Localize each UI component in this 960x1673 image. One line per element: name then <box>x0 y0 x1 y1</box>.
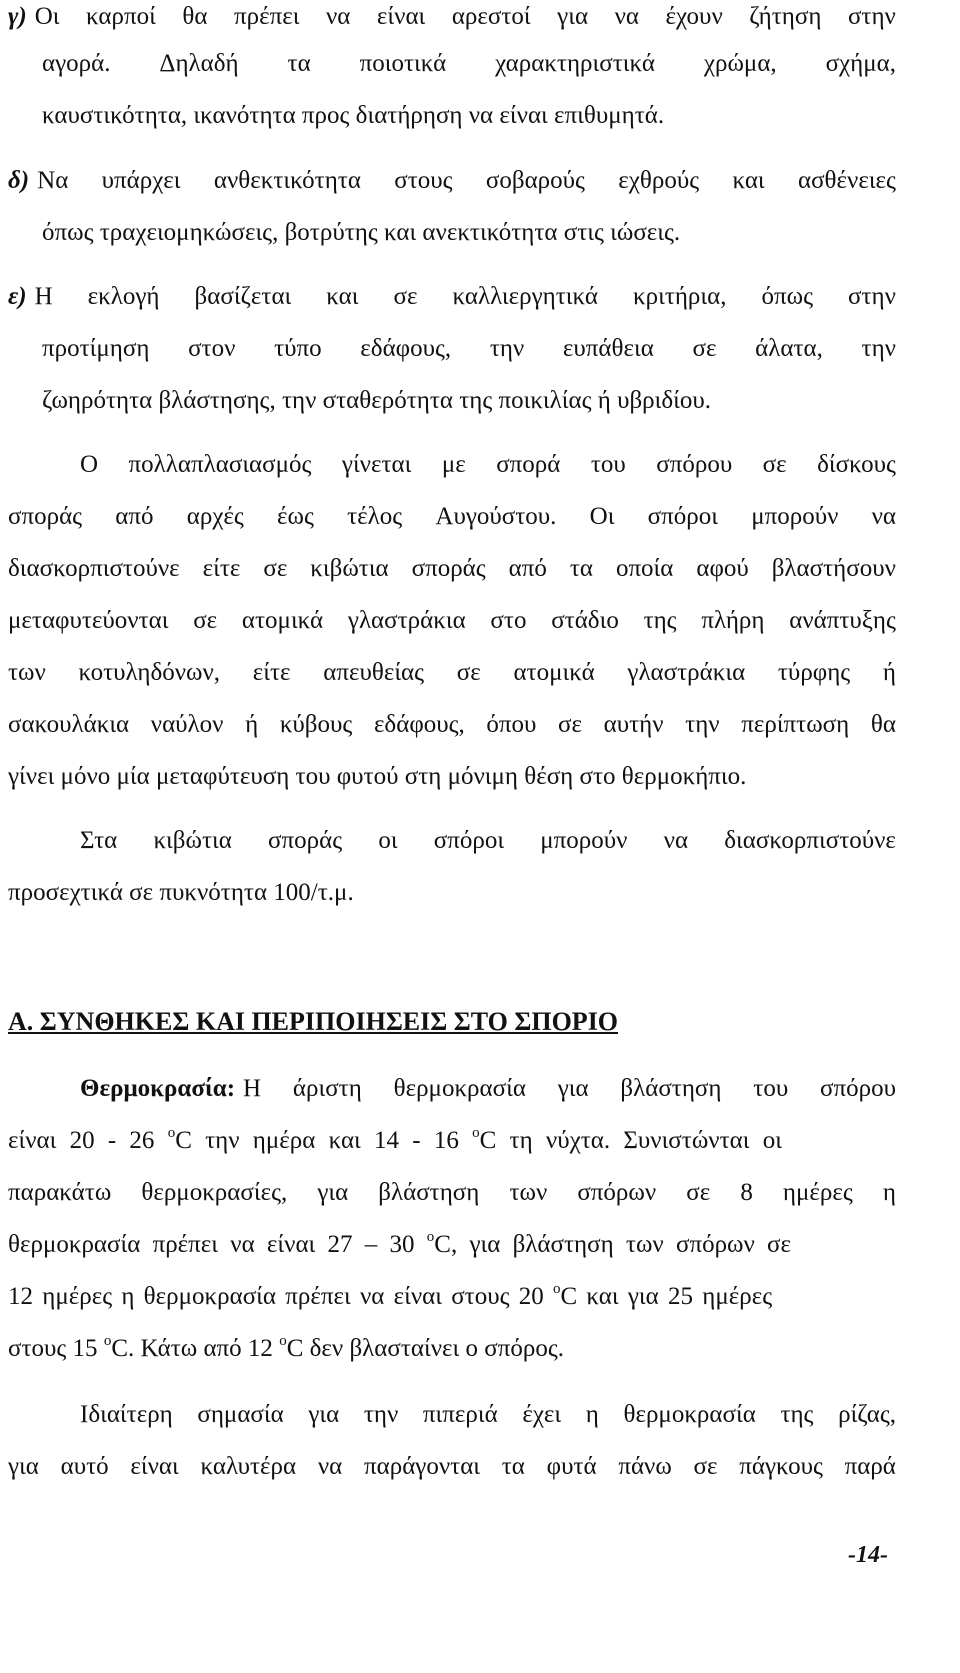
word: η <box>585 1401 599 1428</box>
word: θερμοκρασίες, <box>141 1179 288 1206</box>
word: του <box>590 451 626 478</box>
text-run: C, για βλάστηση των σπόρων σε <box>434 1231 792 1258</box>
word: μπορούν <box>540 827 628 854</box>
word: στην <box>847 3 896 30</box>
word: ζήτηση <box>749 3 822 30</box>
word: στην <box>848 283 896 310</box>
degree-superscript: ο <box>472 1125 480 1141</box>
word: κύβους <box>279 711 353 738</box>
paragraph-gamma-line-2 <box>42 49 896 79</box>
word: γλαστράκια <box>347 607 466 634</box>
word: σπόροι <box>647 503 718 530</box>
word: άριστη <box>292 1075 362 1102</box>
word: χρώμα, <box>703 50 777 77</box>
list-marker-gamma: γ) <box>8 3 27 30</box>
text-run: θερμοκρασία πρέπει να είναι 27 – 30 <box>8 1231 427 1258</box>
word: σε <box>193 607 218 634</box>
word: ασθένειες <box>797 167 896 194</box>
word: ατομικά <box>513 659 595 686</box>
word: σποράς <box>268 827 343 854</box>
paragraph-delta-line-2: όπως τραχειομηκώσεις, βοτρύτης και ανεκτικότητα στις ιώσεις. <box>42 219 681 246</box>
word: της <box>780 1401 814 1428</box>
paragraph-root-line-1 <box>80 1400 896 1430</box>
word: να <box>325 3 351 30</box>
word: αρχές <box>186 503 244 530</box>
word: να <box>614 3 639 30</box>
word: και <box>326 283 359 310</box>
paragraph-epsilon-line-2 <box>42 334 896 364</box>
word: την <box>861 335 896 362</box>
text-run: C. Κάτω από 12 <box>111 1335 280 1362</box>
word: πάνω <box>618 1453 672 1480</box>
word: σοβαρούς <box>485 167 585 194</box>
word: είτε <box>252 659 291 686</box>
word: 8 <box>740 1179 753 1206</box>
text-run: C τη νύχτα. Συνιστώνται οι <box>479 1127 782 1154</box>
word: κιβώτια <box>153 827 232 854</box>
word: βλάστηση <box>378 1179 480 1206</box>
word: πάγκους <box>739 1453 823 1480</box>
list-marker-delta: δ) <box>8 167 30 194</box>
word: είναι <box>130 1453 179 1480</box>
paragraph-boxes-line-1 <box>80 826 896 856</box>
word: Στα <box>80 827 118 854</box>
paragraph-multiplication-line-2 <box>8 502 896 532</box>
word: ή <box>882 659 896 686</box>
word: σε <box>693 1453 718 1480</box>
word: τα <box>287 50 311 77</box>
word: σποράς <box>8 503 83 530</box>
word: σε <box>393 283 418 310</box>
word: απευθείας <box>323 659 425 686</box>
word: είτε <box>202 555 241 582</box>
word: Η <box>34 283 53 310</box>
word: σπόρου <box>656 451 733 478</box>
word: σπόρου <box>820 1075 896 1102</box>
justified-words <box>243 1074 896 1104</box>
word: σε <box>692 335 717 362</box>
word: της <box>643 607 677 634</box>
word: βασίζεται <box>194 283 292 310</box>
word: από <box>115 503 154 530</box>
word: των <box>8 659 46 686</box>
list-marker-epsilon: ε) <box>8 283 27 310</box>
word: Δηλαδή <box>159 50 239 77</box>
word: τέλος <box>347 503 403 530</box>
word: των <box>509 1179 548 1206</box>
word: ποιοτικά <box>359 50 447 77</box>
word: αγορά. <box>42 50 111 77</box>
text-run: C δεν βλασταίνει ο σπόρος. <box>286 1335 564 1362</box>
word: θα <box>870 711 896 738</box>
word: πολλαπλασιασμός <box>128 451 312 478</box>
word: κριτήρια, <box>633 283 727 310</box>
word: έχουν <box>665 3 723 30</box>
word: στο <box>490 607 527 634</box>
word: σπορά <box>496 451 561 478</box>
word: ναύλον <box>150 711 224 738</box>
paragraph-gamma-line-3: καυστικότητα, ικανότητα προς διατήρηση να είναι επιθυμητά. <box>42 102 665 129</box>
word: σε <box>762 451 787 478</box>
word: για <box>8 1453 39 1480</box>
word: να <box>663 827 689 854</box>
word: πλήρη <box>701 607 765 634</box>
word: χαρακτηριστικά <box>495 50 655 77</box>
word: διασκορπιστούνε <box>8 555 180 582</box>
word: τύπο <box>274 335 322 362</box>
word: και <box>732 167 765 194</box>
word: είναι <box>376 3 426 30</box>
word: γίνεται <box>341 451 412 478</box>
word: τα <box>501 1453 525 1480</box>
word: οι <box>378 827 398 854</box>
paragraph-temperature-line-5 <box>8 1282 896 1315</box>
word: προτίμηση <box>42 335 150 362</box>
word: τα <box>569 555 593 582</box>
word: την <box>489 335 525 362</box>
word: έως <box>277 503 314 530</box>
word: την <box>685 711 720 738</box>
degree-superscript: ο <box>553 1281 561 1297</box>
degree-superscript: ο <box>167 1125 176 1141</box>
paragraph-gamma-line-1 <box>8 2 896 32</box>
word: μπορούν <box>751 503 839 530</box>
word: Ο <box>80 451 99 478</box>
paragraph-temperature-line-1 <box>80 1074 896 1104</box>
word: φυτά <box>546 1453 597 1480</box>
paragraph-multiplication-line-1 <box>80 450 896 480</box>
word: Ιδιαίτερη <box>80 1401 173 1428</box>
word: καλλιεργητικά <box>452 283 598 310</box>
word: ημέρες <box>782 1179 853 1206</box>
word: καρποί <box>86 3 156 30</box>
word: θερμοκρασία <box>623 1401 756 1428</box>
word: για <box>557 1075 589 1102</box>
temperature-label: Θερμοκρασία: <box>80 1075 236 1102</box>
paragraph-multiplication-line-5 <box>8 658 896 688</box>
word: παράγονται <box>364 1453 481 1480</box>
word: εκλογή <box>87 283 160 310</box>
section-heading: Α. ΣΥΝΘΗΚΕΣ ΚΑΙ ΠΕΡΙΠΟΙΗΣΕΙΣ ΣΤΟ ΣΠΟΡΙΟ <box>8 1007 619 1036</box>
word: η <box>882 1179 896 1206</box>
word: του <box>753 1075 789 1102</box>
word: ανθεκτικότητα <box>213 167 361 194</box>
paragraph-temperature-line-3 <box>8 1178 896 1208</box>
paragraph-multiplication-line-3 <box>8 554 896 584</box>
degree-superscript: ο <box>426 1229 435 1245</box>
word: ρίζας, <box>838 1401 896 1428</box>
word: ή <box>245 711 259 738</box>
word: υπάρχει <box>101 167 181 194</box>
word: παρά <box>844 1453 896 1480</box>
justified-words <box>35 282 896 312</box>
word: σημασία <box>197 1401 284 1428</box>
word: αυτήν <box>603 711 664 738</box>
word: για <box>317 1179 349 1206</box>
word: διασκορπιστούνε <box>724 827 896 854</box>
word: περίπτωση <box>741 711 850 738</box>
word: ανάπτυξης <box>789 607 896 634</box>
word: σε <box>558 711 583 738</box>
word: τύρφης <box>777 659 851 686</box>
word: σπόρων <box>577 1179 657 1206</box>
word: αφού <box>696 555 749 582</box>
word: κοτυληδόνων, <box>78 659 221 686</box>
word: με <box>441 451 466 478</box>
word: από <box>508 555 547 582</box>
word: να <box>317 1453 343 1480</box>
word: Αυγούστου. <box>435 503 557 530</box>
justified-words <box>35 2 896 32</box>
paragraph-delta-line-1 <box>8 166 896 196</box>
word: άλατα, <box>755 335 823 362</box>
word: να <box>871 503 896 530</box>
justified-words <box>37 166 896 196</box>
word: πιπεριά <box>422 1401 498 1428</box>
word: αρεστοί <box>451 3 531 30</box>
text-run: 12 ημέρες η θερμοκρασία πρέπει να είναι στους 20 <box>8 1283 553 1310</box>
word: σποράς <box>411 555 486 582</box>
word: βλαστήσουν <box>771 555 896 582</box>
word: την <box>363 1401 399 1428</box>
word: καλυτέρα <box>200 1453 297 1480</box>
text-run: C την ημέρα και 14 - 16 <box>175 1127 473 1154</box>
word: Η <box>243 1075 262 1102</box>
text-run: στους 15 <box>8 1335 104 1362</box>
word: γλαστράκια <box>627 659 746 686</box>
word: σε <box>686 1179 711 1206</box>
word: σχήμα, <box>825 50 896 77</box>
word: κιβώτια <box>310 555 389 582</box>
word: σε <box>263 555 288 582</box>
word: εχθρούς <box>618 167 700 194</box>
word: έχει <box>522 1401 562 1428</box>
text-run: είναι 20 - 26 <box>8 1127 168 1154</box>
word: στους <box>394 167 453 194</box>
word: σε <box>456 659 481 686</box>
word: δίσκους <box>817 451 896 478</box>
paragraph-temperature-line-2 <box>8 1126 896 1159</box>
word: βλάστηση <box>620 1075 722 1102</box>
degree-superscript: ο <box>103 1333 112 1349</box>
word: πρέπει <box>234 3 300 30</box>
word: όπως <box>761 283 813 310</box>
paragraph-epsilon-line-3: ζωηρότητα βλάστησης, την σταθερότητα της ποικιλίας ή υβριδίου. <box>42 387 712 414</box>
word: μεταφυτεύονται <box>8 607 169 634</box>
paragraph-multiplication-line-7: γίνει μόνο μία μεταφύτευση του φυτού στη μόνιμη θέση στο θερμοκήπιο. <box>8 763 747 790</box>
word: ευπάθεια <box>562 335 654 362</box>
word: στάδιο <box>551 607 619 634</box>
degree-superscript: ο <box>279 1333 287 1349</box>
word: όπου <box>486 711 537 738</box>
word: ατομικά <box>241 607 324 634</box>
paragraph-epsilon-line-1 <box>8 282 896 312</box>
word: εδάφους, <box>373 711 465 738</box>
paragraph-temperature-line-6 <box>8 1334 896 1367</box>
word: οποία <box>615 555 674 582</box>
text-run: C και για 25 ημέρες <box>560 1283 773 1310</box>
word: αυτό <box>60 1453 109 1480</box>
word: Να <box>37 167 69 194</box>
word: θα <box>182 3 208 30</box>
word: για <box>308 1401 340 1428</box>
word: Οι <box>589 503 615 530</box>
paragraph-temperature-line-4 <box>8 1230 896 1263</box>
paragraph-boxes-line-2: προσεχτικά σε πυκνότητα 100/τ.μ. <box>8 879 354 906</box>
word: εδάφους, <box>360 335 452 362</box>
page-number: -14- <box>848 1542 888 1568</box>
paragraph-root-line-2 <box>8 1452 896 1482</box>
word: στον <box>188 335 236 362</box>
paragraph-multiplication-line-6 <box>8 710 896 740</box>
word: σπόροι <box>433 827 505 854</box>
word: για <box>557 3 589 30</box>
word: παρακάτω <box>8 1179 112 1206</box>
word: Οι <box>34 3 60 30</box>
word: θερμοκρασία <box>393 1075 526 1102</box>
paragraph-multiplication-line-4 <box>8 606 896 636</box>
word: σακουλάκια <box>8 711 130 738</box>
